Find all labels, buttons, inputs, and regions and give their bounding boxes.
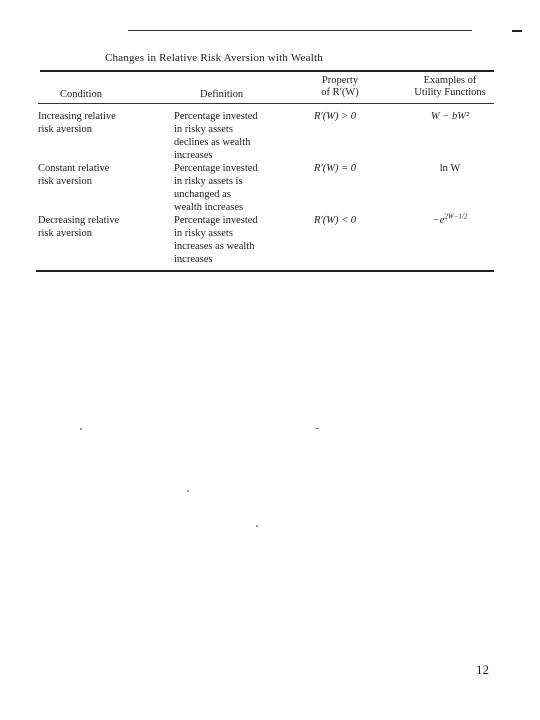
row-2-definition-line1: Percentage invested (174, 163, 258, 174)
row-3-definition-line2: in risky assets (174, 228, 233, 239)
row-3-definition-line1: Percentage invested (174, 215, 258, 226)
row-2-definition-line3: unchanged as (174, 189, 231, 200)
top-rule (128, 30, 472, 31)
row-1-property: R′(W) > 0 (314, 111, 357, 122)
row-3-definition-line4: increases (174, 254, 213, 265)
row-1-definition-line4: increases (174, 150, 213, 161)
row-3-property: R′(W) < 0 (314, 215, 357, 226)
header-property (305, 75, 375, 99)
table-title: Changes in Relative Risk Aversion with Wealth (105, 52, 323, 64)
row-1-condition-line1: Increasing relative (38, 111, 116, 122)
row-1-definition-line3: declines as wealth (174, 137, 251, 148)
header-property-line2: of R′(W) (321, 87, 359, 98)
row-3-condition-line2: risk aversion (38, 228, 92, 239)
row-1-definition-line1: Percentage invested (174, 111, 258, 122)
row-1-example: W − bW² (430, 111, 470, 122)
page-number: 12 (476, 662, 489, 677)
scan-speck (80, 428, 82, 430)
header-examples-line2: Utility Functions (414, 87, 486, 98)
row-3-example (410, 214, 490, 227)
header-bottom-rule (38, 103, 494, 104)
row-2-example: ln W (439, 163, 461, 174)
row-3-condition (38, 214, 119, 240)
scan-speck (256, 525, 258, 527)
row-3-example-base: −e (432, 215, 445, 226)
header-definition: Definition (200, 89, 244, 100)
row-2-condition (38, 162, 109, 188)
top-dash-mark (512, 30, 522, 32)
scan-speck (316, 428, 319, 429)
header-examples (405, 75, 495, 99)
row-3-condition-line1: Decreasing relative (38, 215, 120, 226)
row-2-definition-line2: in risky assets is (174, 176, 243, 187)
scan-speck (187, 490, 189, 492)
row-2-definition (174, 162, 258, 214)
row-1-condition-line2: risk aversion (38, 124, 92, 135)
row-1-definition (174, 110, 258, 162)
table-top-rule (40, 70, 494, 72)
header-property-line1: Property (321, 75, 359, 86)
row-3-definition-line3: increases as wealth (174, 241, 255, 252)
table-bottom-rule (36, 270, 494, 272)
row-2-property: R′(W) = 0 (314, 163, 357, 174)
row-2-condition-line1: Constant relative (38, 163, 110, 174)
header-examples-line1: Examples of (423, 75, 477, 86)
row-3-definition (174, 214, 258, 266)
row-1-condition (38, 110, 116, 136)
row-2-definition-line4: wealth increases (174, 202, 244, 213)
row-2-condition-line2: risk aversion (38, 176, 92, 187)
row-3-example-exponent: 2W−1/2 (444, 212, 468, 221)
row-1-definition-line2: in risky assets (174, 124, 233, 135)
header-condition: Condition (60, 89, 103, 100)
